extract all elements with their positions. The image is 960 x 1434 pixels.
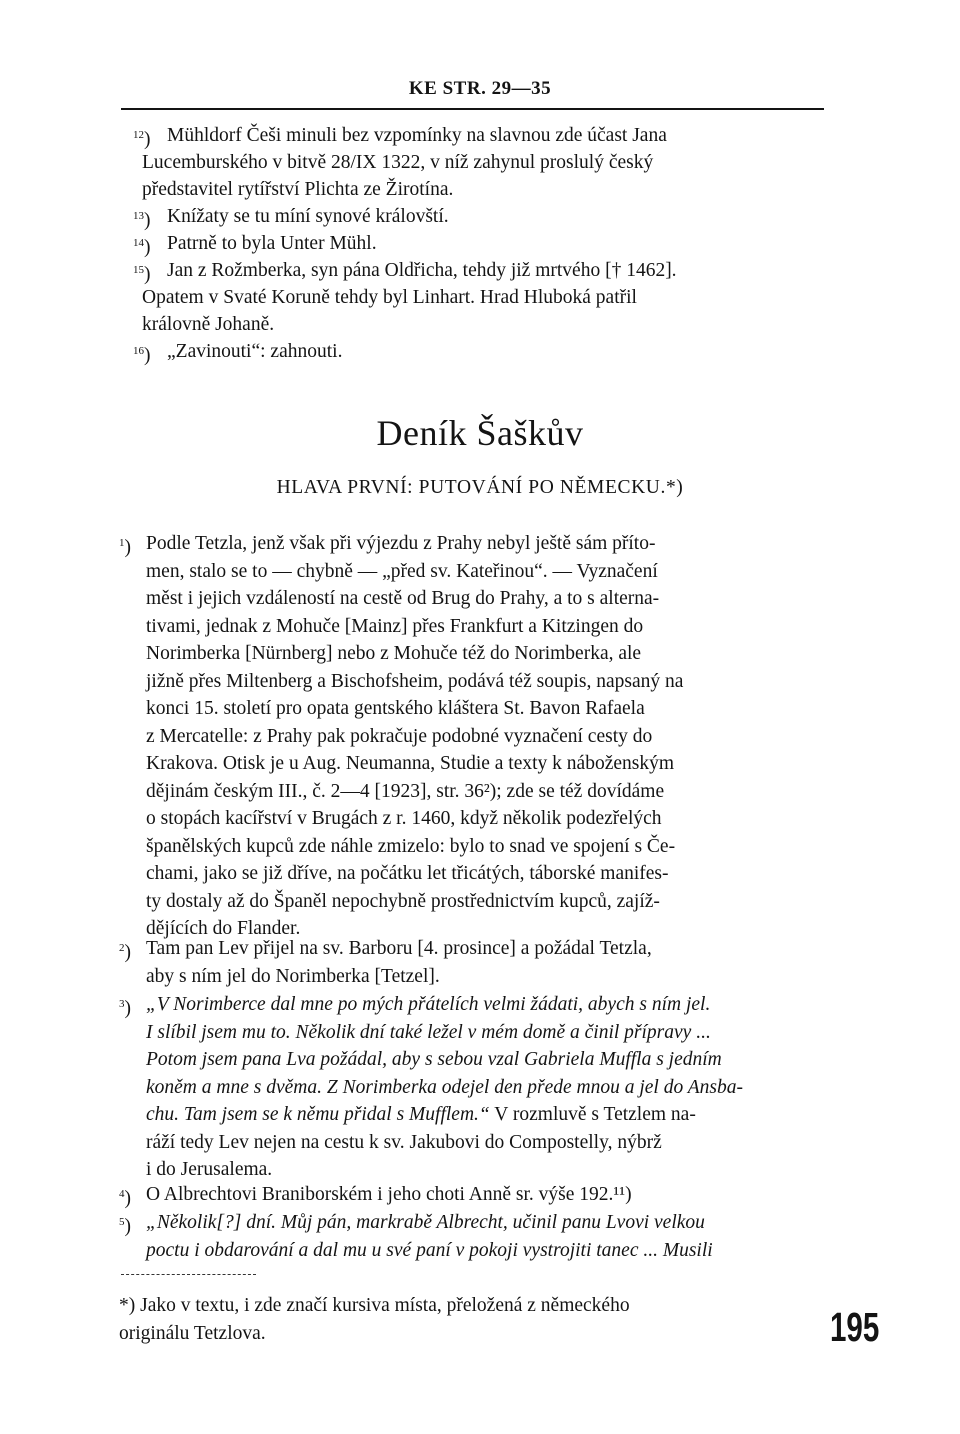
note-2: $^2$) Tam pan Lev přijel na sv. Barboru [4. prosince] a požádal Tetzla, aby s ním jel do Norimberka [Tetzel]. bbox=[119, 935, 831, 990]
note-1: $^1$) Podle Tetzla, jenž však při výjezdu z Prahy nebyl ještě sám příto- men, stalo se to — chybně — „před sv. Kateřinou“. — Vyznačení měst i jejich vzdáleností na cestě od Brug do Prahy, a to s alterna- tivami, jednak z Mohuče [Mainz] přes Frankfurt a Kitzingen do Norimberka [Nürnberg] nebo z Mohuče též do Norimberka, ale jižně přes Miltenberg a Bischofsheim, podává též soupis, napsaný na konci 15. století pro opata gentského kláštera St. Bavon Rafaela z Mercatelle: z Prahy pak pokračuje podobné vyznačení cesty do Krakova. Otisk je u Aug. Neumanna, Studie a texty k náboženským dějinám českým III., č. 2—4 [1923], str. 36²); zde se též dovídáme o stopách kacířství v Brugách z r. 1460, když několik podezřelých španělských kupců zde náhle zmizelo: bylo to snad ve spojení s Če- chami, jako se již dříve, na počátku let třicátých, táborské manifes- ty dostaly až do Španěl nepochybně prostřednictvím kupců, zajíž- dějících do Flander. bbox=[119, 530, 831, 943]
page-number: 195 bbox=[830, 1304, 880, 1350]
note-line: Krakova. Otisk je u Aug. Neumanna, Studie a texty k náboženským bbox=[146, 753, 675, 774]
note-line-italic: poctu i obdarování a dal mu u své paní v pokoji vystrojiti tanec ... Musili bbox=[146, 1239, 713, 1261]
note-5: $^5$) „Několik[?] dní. Můj pán, markrabě Albrecht, učinil panu Lvovi velkou poctu i obdarování a dal mu u své paní v pokoji vystrojiti tanec ... Musili bbox=[119, 1209, 831, 1264]
note-line: aby s ním jel do Norimberka [Tetzel]. bbox=[146, 965, 440, 987]
note-line-italic: I slíbil jsem mu to. Několik dní také ležel v mém domě a činil přípravy ... bbox=[146, 1021, 711, 1043]
note-3: $^3$) „V Norimberce dal mne po mých přátelích velmi žádati, abych s ním jel. I slíbil jsem mu to. Několik dní také ležel v mém domě a činil přípravy ... Potom jsem pana Lva požádal, aby s sebou vzal Gabriela Muffla s jedním koněm a mne s dvěma. Z Norimberka odejel den přede mnou a jel do Ansba- chu. Tam jsem se k němu přidal s Mufflem.“ V rozmluvě s Tetzlem na- ráží tedy Lev nejen na cestu k sv. Jakubovi do Compostelly, nýbrž i do Jerusalema. bbox=[119, 991, 831, 1184]
footnote-marker: 12 bbox=[133, 129, 144, 141]
asterisk-footnote-line: *) Jako v textu, i zde značí kursiva místa, přeložená z německého bbox=[119, 1295, 630, 1316]
note-line: Norimberka [Nürnberg] nebo z Mohuče též do Norimberka, ale bbox=[146, 643, 642, 664]
footnote-line: Opatem v Svaté Koruně tehdy byl Linhart. Hrad Hluboká patřil bbox=[142, 287, 637, 308]
note-line: konci 15. století pro opata gentského kláštera St. Bavon Rafaela bbox=[146, 698, 645, 719]
note-line: o stopách kacířství v Brugách z r. 1460, když několik podezřelých bbox=[146, 808, 662, 829]
note-4: $^4$) O Albrechtovi Braniborském i jeho choti Anně sr. výše 192.¹¹) bbox=[119, 1181, 831, 1209]
note-line: Podle Tetzla, jenž však při výjezdu z Prahy nebyl ještě sám příto- bbox=[146, 533, 656, 554]
footnote-line: Lucemburského v bitvě 28/IX 1322, v níž zahynul proslulý český bbox=[142, 152, 654, 173]
footnote-line: „Zavinouti“: zahnouti. bbox=[167, 341, 343, 362]
note-line-mixed bbox=[119, 1101, 831, 1129]
asterisk-footnote bbox=[119, 1292, 831, 1347]
note-line: měst i jejich vzdáleností na cestě od Brug do Prahy, a to s alterna- bbox=[146, 588, 660, 609]
footnote-line: Mühldorf Češi minuli bez vzpomínky na slavnou zde účast Jana bbox=[167, 125, 667, 146]
note-line-tail: V rozmluvě s Tetzlem na- bbox=[494, 1104, 696, 1125]
footnote-16: $^{16}$) „Zavinouti“: zahnouti. bbox=[136, 338, 826, 365]
note-line-italic: koněm a mne s dvěma. Z Norimberka odejel den přede mnou a jel do Ansba- bbox=[146, 1076, 743, 1098]
chapter-heading: HLAVA PRVNÍ: PUTOVÁNÍ PO NĚMECKU.*) bbox=[276, 477, 684, 498]
note-line: španělských kupců zde náhle zmizelo: bylo to snad ve spojení s Če- bbox=[146, 835, 676, 857]
footnote-line: představitel rytířství Plichta ze Žirotína. bbox=[142, 179, 454, 200]
footnote-marker: 16 bbox=[133, 345, 144, 357]
note-marker: 1 bbox=[119, 537, 125, 549]
note-marker: 5 bbox=[119, 1216, 125, 1228]
footnote-marker: 15 bbox=[133, 264, 144, 276]
note-line: ty dostaly až do Španěl nepochybně prostřednictvím kupců, zajíž- bbox=[146, 890, 660, 912]
note-line: chami, jako se již dříve, na počátku let třicátých, táborské manifes- bbox=[146, 863, 669, 884]
footnote-12: $^{12}$) Mühldorf Češi minuli bez vzpomínky na slavnou zde účast Jana Lucemburského v bitvě 28/IX 1322, v níž zahynul proslulý český představitel rytířství Plichta ze Žirotína. bbox=[136, 122, 826, 203]
note-line: men, stalo se to — chybně — „před sv. Kateřinou“. — Vyznačení bbox=[146, 560, 658, 582]
note-line: i do Jerusalema. bbox=[146, 1159, 273, 1180]
running-header: KE STR. 29—35 bbox=[408, 78, 552, 99]
header-rule bbox=[121, 108, 824, 110]
note-marker: 3 bbox=[119, 998, 125, 1010]
note-line: Tam pan Lev přijel na sv. Barboru [4. prosince] a požádal Tetzla, bbox=[146, 938, 652, 959]
note-line: O Albrechtovi Braniborském i jeho choti Anně sr. výše 192.¹¹) bbox=[146, 1184, 632, 1205]
note-line: dějinám českým III., č. 2—4 [1923], str. 36²); zde se též dovídáme bbox=[146, 780, 665, 802]
asterisk-footnote-line: originálu Tetzlova. bbox=[119, 1322, 266, 1344]
note-line: dějících do Flander. bbox=[146, 918, 301, 939]
footnote-marker: 13 bbox=[133, 210, 144, 222]
footnote-line: Patrně to byla Unter Mühl. bbox=[167, 233, 377, 254]
note-marker: 4 bbox=[119, 1188, 125, 1200]
footnote-14: $^{14}$) Patrně to byla Unter Mühl. bbox=[136, 230, 826, 257]
note-marker: 2 bbox=[119, 942, 125, 954]
note-line: tivami, jednak z Mohuče [Mainz] přes Frankfurt a Kitzingen do bbox=[146, 615, 644, 637]
note-line: jižně přes Miltenberg a Bischofsheim, podává též soupis, napsaný na bbox=[146, 670, 684, 692]
footnote-separator bbox=[121, 1274, 256, 1275]
footnote-line: Jan z Rožmberka, syn pána Oldřicha, tehdy již mrtvého [† 1462]. bbox=[167, 260, 677, 281]
chapter-title: Deník Šaškův bbox=[376, 413, 584, 453]
footnote-15: $^{15}$) Jan z Rožmberka, syn pána Oldřicha, tehdy již mrtvého [† 1462]. Opatem v Svaté Koruně tehdy byl Linhart. Hrad Hluboká patřil královně Johaně. bbox=[136, 257, 826, 338]
note-line-italic: „Několik[?] dní. Můj pán, markrabě Albrecht, učinil panu Lvovi velkou bbox=[146, 1212, 705, 1233]
footnote-13: $^{13}$) Knížaty se tu míní synové královští. bbox=[136, 203, 826, 230]
note-quote-end: chu. Tam jsem se k němu přidal s Mufflem.“ bbox=[146, 1104, 490, 1125]
footnote-line: Knížaty se tu míní synové královští. bbox=[167, 206, 449, 227]
footnote-line: královně Johaně. bbox=[142, 314, 275, 335]
note-line: ráží tedy Lev nejen na cestu k sv. Jakubovi do Compostelly, nýbrž bbox=[146, 1131, 662, 1153]
note-line-italic: Potom jsem pana Lva požádal, aby s sebou vzal Gabriela Muffla s jedním bbox=[146, 1049, 722, 1070]
note-line: z Mercatelle: z Prahy pak pokračuje podobné vyznačení cesty do bbox=[146, 725, 653, 747]
note-line-italic: „V Norimberce dal mne po mých přátelích velmi žádati, abych s ním jel. bbox=[146, 994, 711, 1015]
footnote-marker: 14 bbox=[133, 237, 144, 249]
